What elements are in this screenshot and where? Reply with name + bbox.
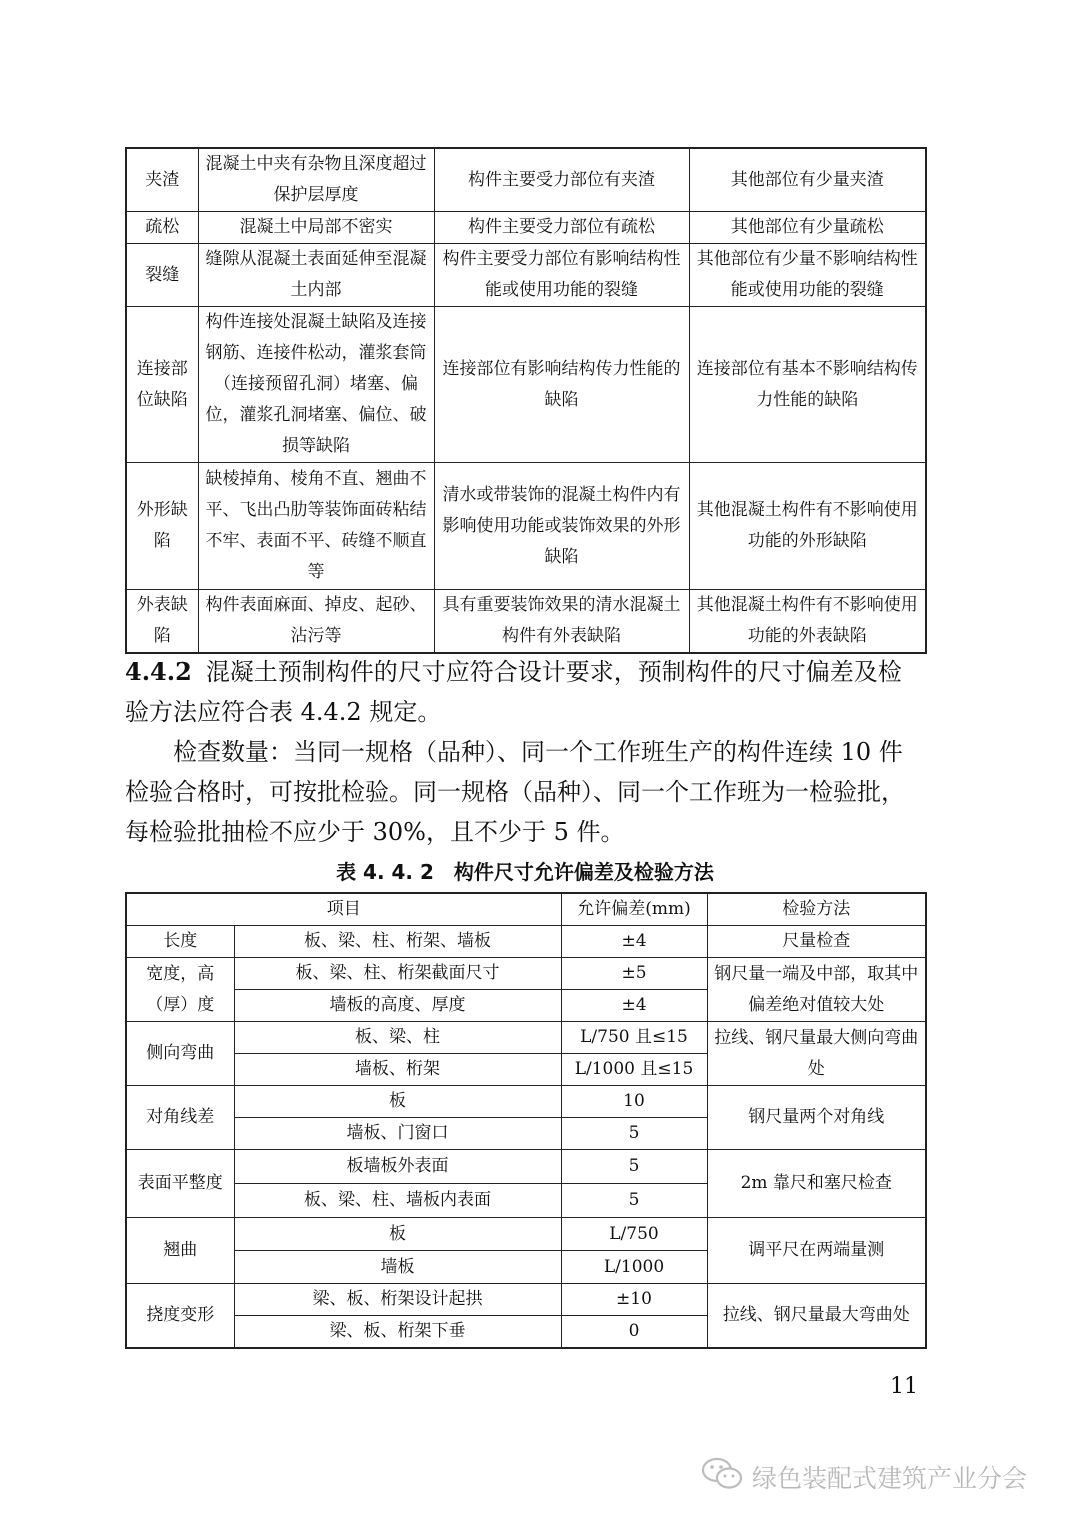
general-defect: 其他部位有少量不影响结构性能或使用功能的裂缝 [689, 244, 926, 307]
header-method: 检验方法 [707, 893, 926, 926]
header-tolerance: 允许偏差(mm) [561, 893, 707, 926]
clause-number: 4.4.2 [125, 657, 192, 686]
wechat-icon [700, 1456, 744, 1498]
tolerance-value: L/1000 [561, 1251, 707, 1284]
defect-name: 外表缺陷 [126, 590, 198, 654]
defect-description: 构件表面麻面、掉皮、起砂、沾污等 [198, 590, 434, 654]
tolerance-value: L/750 且≤15 [561, 1022, 707, 1054]
sub-item: 板、梁、柱 [234, 1022, 561, 1054]
defect-description: 缝隙从混凝土表面延伸至混凝土内部 [198, 244, 434, 307]
table-row [126, 212, 926, 244]
defect-name: 连接部位缺陷 [126, 307, 198, 463]
check-method: 拉线、钢尺量最大侧向弯曲处 [707, 1022, 926, 1086]
sub-item: 梁、板、桁架下垂 [234, 1316, 561, 1349]
page-number: 11 [890, 1374, 918, 1399]
sub-item: 板、梁、柱、墙板内表面 [234, 1184, 561, 1218]
table-row [126, 148, 926, 212]
tolerance-value: ±4 [561, 926, 707, 958]
general-defect: 其他混凝土构件有不影响使用功能的外形缺陷 [689, 463, 926, 590]
severe-defect: 清水或带装饰的混凝土构件内有影响使用功能或装饰效果的外形缺陷 [434, 463, 689, 590]
general-defect: 其他部位有少量夹渣 [689, 148, 926, 212]
defect-description: 构件连接处混凝土缺陷及连接钢筋、连接件松动，灌浆套筒（连接预留孔洞）堵塞、偏位，灌浆孔洞堵塞、偏位、破损等缺陷 [198, 307, 434, 463]
tolerance-value: 5 [561, 1184, 707, 1218]
table-row [126, 244, 926, 307]
group-name: 长度 [126, 926, 234, 958]
watermark [700, 1455, 1060, 1499]
severe-defect: 具有重要装饰效果的清水混凝土构件有外表缺陷 [434, 590, 689, 654]
table-caption: 表 4. 4. 2 构件尺寸允许偏差及检验方法 [336, 860, 714, 884]
table-row [126, 463, 926, 590]
group-name: 挠度变形 [126, 1284, 234, 1349]
severe-defect: 连接部位有影响结构传力性能的缺陷 [434, 307, 689, 463]
tolerance-value: 5 [561, 1118, 707, 1150]
tolerance-value: ±10 [561, 1284, 707, 1316]
sub-item: 板、梁、柱、桁架、墙板 [234, 926, 561, 958]
tolerance-value: L/1000 且≤15 [561, 1054, 707, 1086]
group-name: 侧向弯曲 [126, 1022, 234, 1086]
group-name: 宽度，高（厚）度 [126, 958, 234, 1022]
group-name: 翘曲 [126, 1218, 234, 1284]
sub-item: 墙板、桁架 [234, 1054, 561, 1086]
severe-defect: 构件主要受力部位有夹渣 [434, 148, 689, 212]
check-method: 2m 靠尺和塞尺检查 [707, 1150, 926, 1218]
sub-item: 板 [234, 1086, 561, 1118]
defect-description: 缺棱掉角、棱角不直、翘曲不平、飞出凸肋等装饰面砖粘结不牢、表面不平、砖缝不顺直等 [198, 463, 434, 590]
check-method: 钢尺量两个对角线 [707, 1086, 926, 1150]
table-row [126, 1022, 926, 1054]
defect-table [125, 147, 927, 654]
sub-item: 墙板 [234, 1251, 561, 1284]
sub-item: 板、梁、柱、桁架截面尺寸 [234, 958, 561, 990]
general-defect: 其他混凝土构件有不影响使用功能的外表缺陷 [689, 590, 926, 654]
sub-item: 梁、板、桁架设计起拱 [234, 1284, 561, 1316]
defect-name: 疏松 [126, 212, 198, 244]
defect-description: 混凝土中局部不密实 [198, 212, 434, 244]
severe-defect: 构件主要受力部位有影响结构性能或使用功能的裂缝 [434, 244, 689, 307]
check-method: 尺量检查 [707, 926, 926, 958]
table-header-row [126, 893, 926, 926]
clause-paragraph [125, 652, 925, 732]
defect-name: 外形缺陷 [126, 463, 198, 590]
defect-description: 混凝土中夹有杂物且深度超过保护层厚度 [198, 148, 434, 212]
table-row [126, 590, 926, 654]
check-method: 拉线、钢尺量最大弯曲处 [707, 1284, 926, 1349]
sub-item: 板 [234, 1218, 561, 1251]
table-row [126, 926, 926, 958]
check-quantity-paragraph: 检查数量：当同一规格（品种）、同一个工作班生产的构件连续 10 件检验合格时，可按批检验。同一规格（品种）、同一个工作班为一检验批，每检验批抽检不应少于 30%，且不少于 5 件。 [125, 738, 905, 846]
header-item: 项目 [126, 893, 561, 926]
check-method: 调平尺在两端量测 [707, 1218, 926, 1284]
sub-item: 板墙板外表面 [234, 1150, 561, 1184]
clause-text: 混凝土预制构件的尺寸应符合设计要求，预制构件的尺寸偏差及检验方法应符合表 4.4.2 规定。 [125, 658, 902, 726]
table-row [126, 307, 926, 463]
tolerance-value: 10 [561, 1086, 707, 1118]
group-name: 对角线差 [126, 1086, 234, 1150]
group-name: 表面平整度 [126, 1150, 234, 1218]
severe-defect: 构件主要受力部位有疏松 [434, 212, 689, 244]
tolerance-value: ±5 [561, 958, 707, 990]
sub-item: 墙板的高度、厚度 [234, 990, 561, 1022]
general-defect: 连接部位有基本不影响结构传力性能的缺陷 [689, 307, 926, 463]
tolerance-value: ±4 [561, 990, 707, 1022]
table-row [126, 958, 926, 990]
table-row [126, 1218, 926, 1251]
defect-name: 夹渣 [126, 148, 198, 212]
defect-name: 裂缝 [126, 244, 198, 307]
tolerance-value: L/750 [561, 1218, 707, 1251]
table-row [126, 1086, 926, 1118]
table-row [126, 1150, 926, 1184]
tolerance-value: 0 [561, 1316, 707, 1349]
general-defect: 其他部位有少量疏松 [689, 212, 926, 244]
sub-item: 墙板、门窗口 [234, 1118, 561, 1150]
watermark-text: 绿色装配式建筑产业分会 [752, 1464, 1028, 1493]
dimension-tolerance-table [125, 892, 927, 1349]
check-method: 钢尺量一端及中部，取其中偏差绝对值较大处 [707, 958, 926, 1022]
tolerance-value: 5 [561, 1150, 707, 1184]
table-row [126, 1284, 926, 1316]
